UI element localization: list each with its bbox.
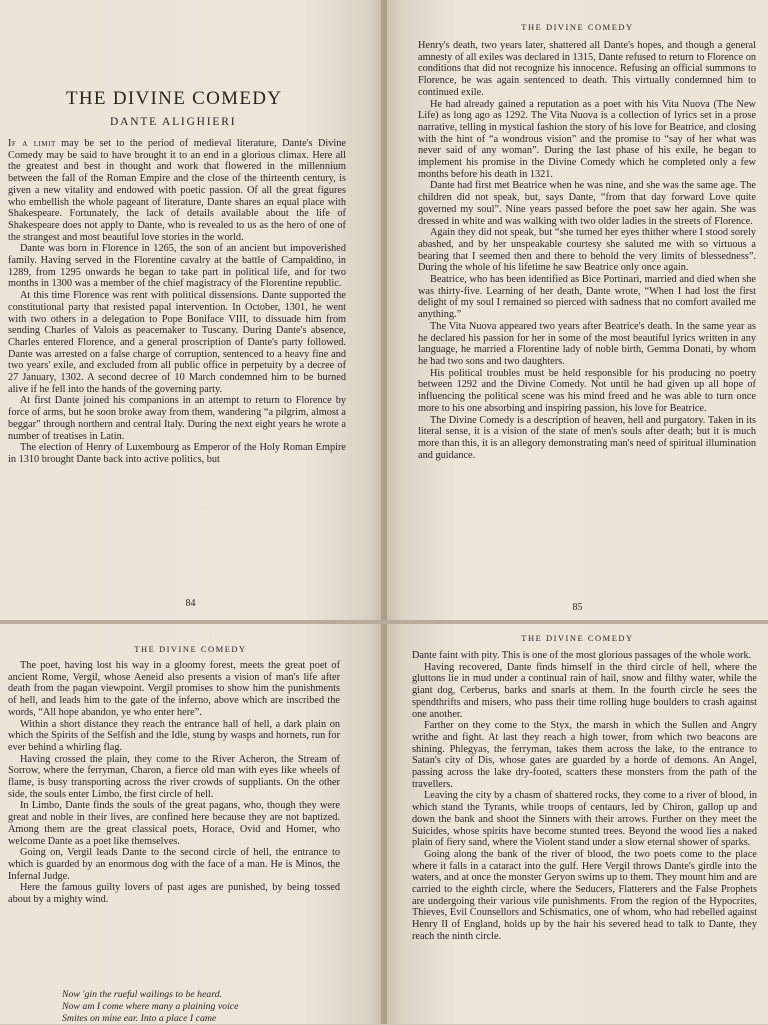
chapter-title: THE DIVINE COMEDY <box>66 88 283 109</box>
verse-line: Now am I come where many a plaining voice <box>62 1001 239 1012</box>
paragraph: Going along the bank of the river of blood, the two poets come to the place where it falls in a cataract into the gulf. Here Vergil throws Dante's girdle into the waters, and at once the monster Geryon swims up to them. They mount him and are carried to the eighth circle, where the Seducers, Flatterers and the False Prophets are undergoing their various vile punishments. From the region of the Hypocrites, Thieves, Evil Counsellors and Schismatics, one of whom, who had rebelled against Henry II of England, holds up by the hair his severed head to talk to Dante, they reach the ninth circle. <box>412 848 757 942</box>
drop-lead: If a limit <box>8 138 56 149</box>
body-text <box>8 138 346 466</box>
page-84 <box>0 0 381 620</box>
running-head: THE DIVINE COMEDY <box>134 644 247 654</box>
paragraph: Within a short distance they reach the entrance hall of hell, a dark plain on which the Spirits of the Selfish and the Idle, stung by wasps and hornets, run for ever behind a whirling flag. <box>8 718 340 753</box>
running-head: THE DIVINE COMEDY <box>521 633 634 643</box>
verse-line: Now 'gin the rueful wailings to be heard. <box>62 989 223 1000</box>
page-number: 85 <box>572 602 583 613</box>
paragraph: Having recovered, Dante finds himself in the third circle of hell, where the gluttons lie in mud under a continual rain of hail, snow and filthy water, while the giant dog, Cerberus, barks and snarls at them. In the fourth circle he sees the spendthrifts and misers, who pass their time rolling huge boulders to crash against one another. <box>412 661 757 720</box>
paragraph: His political troubles must be held responsible for his producing no poetry between 1292 and the Divine Comedy. Not until he had given up all hope of influencing the political scene was his mind freed and he was able to turn once more to his one absorbing and inspiring passion, his love for Beatrice. <box>418 367 756 414</box>
paragraph: Henry's death, two years later, shattered all Dante's hopes, and though a general amnesty of all exiles was declared in 1315, Dante refused to return to Florence on conditions that did not recognize his innocence. Refusing an official summons to Florence, he was again sentenced to death. This virtually condemned him to continued exile. <box>418 40 756 98</box>
paragraph: Dante had first met Beatrice when he was nine, and she was the same age. The children did not speak, but, says Dante, “from that day forward Love quite governed my soul”. Nine years passed before the poet saw her again. She was dressed in white and was walking with two older ladies in the streets of Florence. <box>418 180 756 227</box>
page-number: 84 <box>185 598 196 609</box>
paragraph: Beatrice, who has been identified as Bice Portinari, married and died when she was thirty-five. Learning of her death, Dante wrote, “When I had lost the first delight of my soul I remained so pierced with sadness that no comfort availed me anything.” <box>418 274 756 321</box>
paragraph: He had already gained a reputation as a poet with his Vita Nuova (The New Life) as long ago as 1292. The Vita Nuova is a collection of lyrics set in a prose narrative, telling in mystical fashion the story of his love for Beatrice, and closing with the hint of “a wondrous vision” and the promise to “say of her what was never said of any woman”. During the last phase of his exile, he began to implement his promise in the Divine Comedy which he completed only a few months before his death in 1321. <box>418 98 756 180</box>
paragraph-text: may be set to the period of medieval literature, Dante's Divine Comedy may be said to have brought it to an end in a glorious climax. Here all the greatest and best in thought and work that flowered in the millennium between the fall of the Roman Empire and the close of the thirteenth century, is given a new vitality and endowed with poetic passion. Of all the great figures who embellish the whole pageant of literature, Dante shares an equal place with Shakespeare. Fortunately, the lack of details available about the life of Shakespeare does not apply to Dante, who is revealed to us as the hero of one of the strangest and most beautiful love stories in the world. <box>8 138 346 243</box>
paragraph: The poet, having lost his way in a gloomy forest, meets the great poet of ancient Rome, Vergil, whose Aeneid also presents a vision of man's life after death from the pagan viewpoint. Vergil promises to show him the punishments of hell, and leads him to the gate of the inferno, above which are inscribed the words, “All hope abandon, ye who enter here”. <box>8 660 340 718</box>
paragraph: The election of Henry of Luxembourg as Emperor of the Holy Roman Empire in 1310 brought Dante back into active politics, but <box>8 442 346 465</box>
paragraph: Dante faint with pity. This is one of the most glorious passages of the whole work. <box>412 650 752 661</box>
verse-line: Smites on mine ear. Into a place I came <box>62 1013 217 1024</box>
paragraph: Here the famous guilty lovers of past ages are punished, by being tossed about by a mighty wind. <box>8 882 340 906</box>
author-name: DANTE ALIGHIERI <box>110 116 237 128</box>
paragraph: The Vita Nuova appeared two years after Beatrice's death. In the same year as he declared his passion for her in some of the most beautiful lyrics written in any language, he married a Florentine lady of noble birth, Gemma Donati, by whom he had two sons and two daughters. <box>418 320 756 367</box>
page-86 <box>0 624 381 1024</box>
paragraph: Leaving the city by a chasm of shattered rocks, they come to a river of blood, in which stand the Tyrants, while troops of centaurs, led by Chiron, gallop up and down the bank and shoot the Sinners with their arrows. Further on they meet the Suicides, whose spirits have become stunted trees. Beyond the wood lies a naked plain of fiery sand, where the Violent stand under a slow eternal shower of sparks. <box>412 790 757 849</box>
paragraph <box>8 138 346 243</box>
page-85 <box>387 0 768 620</box>
paragraph: Having crossed the plain, they come to the River Acheron, the Stream of Sorrow, where the ferryman, Charon, a fierce old man with eyes like wheels of flame, is busy transporting across the river crowds of suppliants. On the other side, the souls enter Limbo, the first circle of hell. <box>8 753 340 800</box>
page-87 <box>387 624 768 1024</box>
paragraph: At first Dante joined his companions in an attempt to return to Florence by force of arms, but he soon broke away from them, wandering “a pilgrim, almost a beggar” through northern and central Italy. During the next eight years he wrote a number of treatises in Latin. <box>8 395 346 442</box>
body-text <box>412 650 757 943</box>
paragraph: Again they did not speak, but “she turned her eyes thither where I stood sorely abashed, and by her unspeakable courtesy she saluted me with so virtuous a bearing that I seemed then and there to behold the very limits of blessedness”. During the whole of his lifetime he saw Beatrice only once again. <box>418 227 756 274</box>
running-head: THE DIVINE COMEDY <box>521 22 634 32</box>
paragraph: The Divine Comedy is a description of heaven, hell and purgatory. Taken in its literal sense, it is a vision of the state of men's souls after death; but it is much more than this, it is an allegory demonstrating man's need of spiritual illumination and guidance. <box>418 414 756 461</box>
paragraph: In Limbo, Dante finds the souls of the great pagans, who, though they were great and noble in their lives, are confined here because they are not baptized. Among them are the great classical poets, Horace, Ovid and Homer, who welcome Dante as a poet like themselves. <box>8 800 340 847</box>
paragraph: Dante was born in Florence in 1265, the son of an ancient but impoverished family. Having served in the Florentine cavalry at the battle of Campaldino, in 1289, from 1295 onwards he began to take part in political life, and for two months in 1300 was a member of the chief magistracy of the Florentine republic. <box>8 243 346 290</box>
body-text <box>418 40 756 461</box>
paragraph: At this time Florence was rent with political dissensions. Dante supported the constitutional party that resisted papal intervention. In October, 1301, he went with two others in a delegation to Pope Boniface VIII, to dissuade him from sending Charles of Valois as peacemaker to Tuscany. During Dante's absence, Charles entered Florence, and a general proscription of Dante's party followed. Dante was arrested on a false charge of corruption, sentenced to a heavy fine and two years' exile, and excluded from all public office in perpetuity by a decree of 27 January, 1302. A second decree of 10 March condemned him to be burned alive if he fell into the hands of the governing party. <box>8 290 346 395</box>
verse-quotation <box>62 989 239 1025</box>
body-text <box>8 660 340 906</box>
paragraph: Farther on they come to the Styx, the marsh in which the Sullen and Angry writhe and fight. At last they reach a high tower, from which two beacons are shining. Phlegyas, the ferryman, takes them across the lake, to the entrance to Satan's city of Dis, whose gates are guarded by a horde of demons. An Angel, passing across the lake dry-footed, scatters these monsters from the path of the travellers. <box>412 720 757 790</box>
paragraph: Going on, Vergil leads Dante to the second circle of hell, the entrance to which is guarded by an enormous dog with the face of a man. He is Minos, the Infernal Judge. <box>8 847 340 882</box>
